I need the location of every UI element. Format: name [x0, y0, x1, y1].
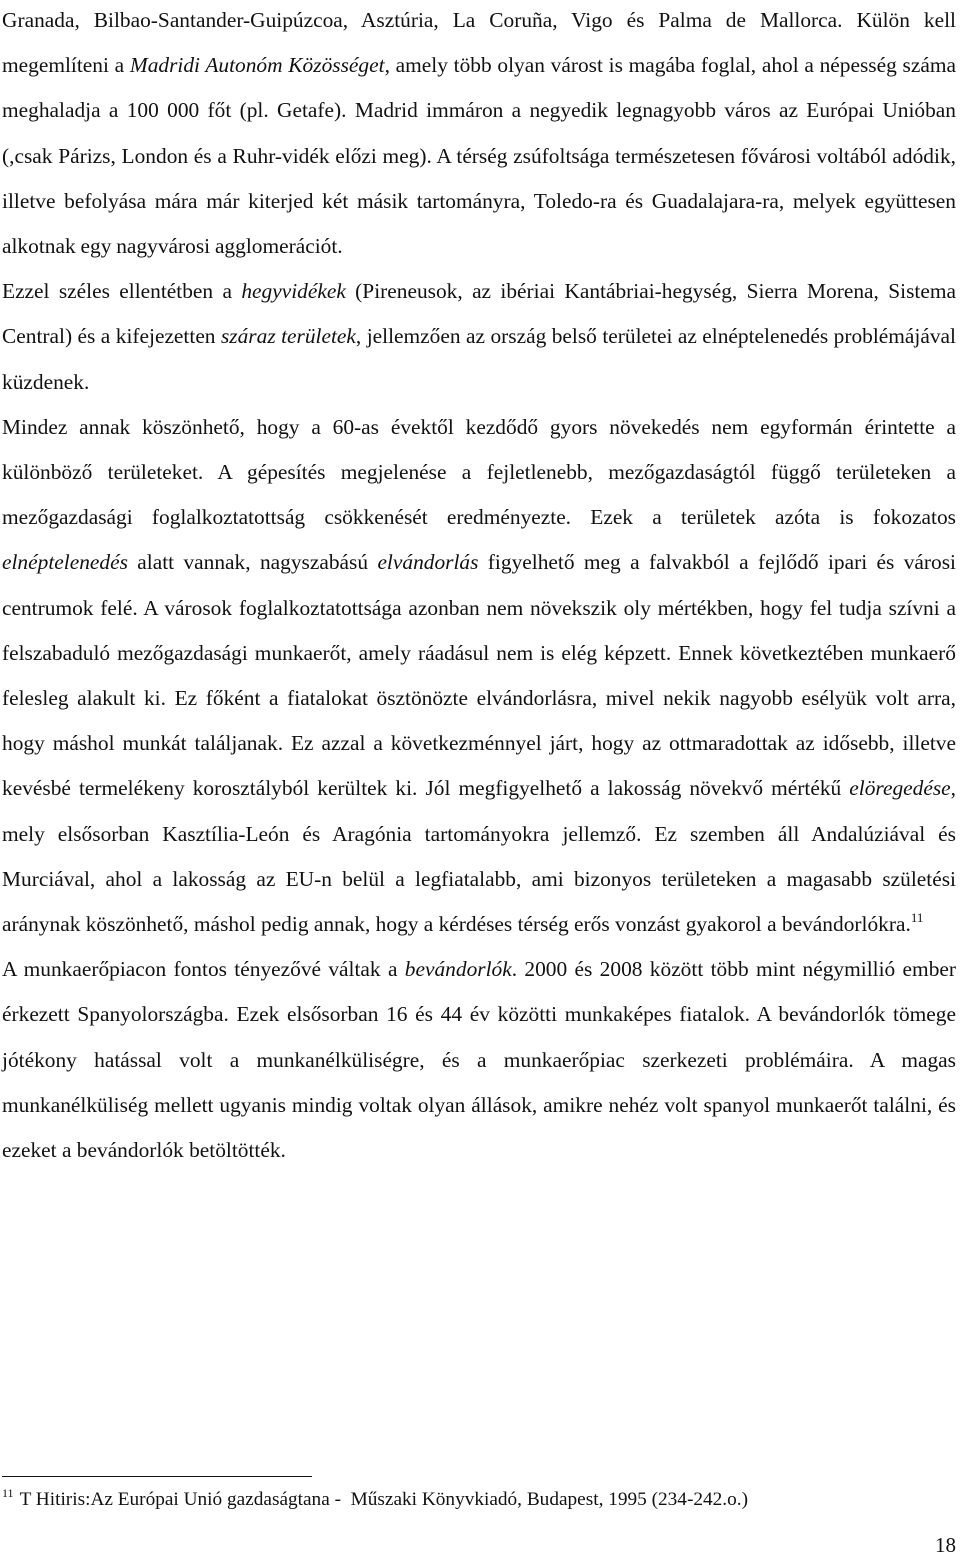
text-run: , amely több olyan várost is magába foglal, ahol a népesség száma meghaladja a 100 000 főt (pl. Getafe). Madrid immáron a negyedik legnagyobb város az Európai Unióban (,csak Párizs, London és a Ruhr-vidék előzi meg). A térség zsúfoltsága természetesen fővárosi voltából adódik, illetve befolyása mára már kiterjed két másik tartományra, Toledo-ra és Guadalajara-ra, melyek együttesen alkotnak egy nagyvárosi agglomerációt.	[2, 53, 956, 259]
footnote-divider	[2, 1476, 312, 1477]
text-run: , mely elsősorban Kasztília-León és Aragónia tartományokra jellemző. Ez szemben áll Andalúziával és Murciával, ahol a lakosság az EU-n belül a legfiatalabb, ami bizonyos területeken a magasabb születési aránynak köszönhető, máshol pedig annak, hogy a kérdéses térség erős vonzást gyakorol a bevándorlókra.	[2, 776, 956, 937]
text-run: figyelhető meg a falvakból a fejlődő ipari és városi centrumok felé. A városok foglalkoztatottsága azonban nem növekszik oly mértékben, hogy fel tudja szívni a felszabaduló mezőgazdasági munkaerőt, amely ráadásul nem is elég képzett. Ennek következtében munkaerő felesleg alakult ki. Ez főként a fiatalokat ösztönözte elvándorlásra, mivel nekik nagyobb esélyük volt arra, hogy máshol munkát találjanak. Ez azzal a következménnyel járt, hogy az ottmaradottak az idősebb, illetve kevésbé termelékeny korosztályból kerültek ki. Jól megfigyelhető a lakosság növekvő mértékű	[2, 550, 956, 801]
italic-term: elnéptelenedés	[2, 550, 128, 575]
text-run: (Pireneusok, az ibériai Kantábriai-hegység, Sierra Morena, Sistema Central) és a kifejezetten	[2, 279, 956, 349]
footnote-text: T Hitiris:Az Európai Unió gazdaságtana - Műszaki Könyvkiadó, Budapest, 1995 (234-242.o.)	[19, 1489, 748, 1510]
footnote	[2, 1486, 942, 1514]
page-number: 18	[935, 1533, 956, 1557]
italic-term: Madridi Autonóm Közösséget	[129, 53, 385, 78]
italic-term: száraz területek	[220, 324, 356, 349]
paragraph	[2, 0, 956, 269]
paragraph	[2, 405, 956, 947]
italic-term: elvándorlás	[377, 550, 479, 575]
text-run: Granada, Bilbao-Santander-Guipúzcoa, Asztúria, La Coruña, Vigo és Palma de Mallorca. Külön kell megemlíteni a	[2, 8, 956, 78]
italic-term: elöregedése	[849, 776, 951, 801]
paragraph	[2, 947, 956, 1173]
document-body	[2, 0, 956, 1173]
text-run: Mindez annak köszönhető, hogy a 60-as évektől kezdődő gyors növekedés nem egyformán érintette a különböző területeket. A gépesítés megjelenése a fejletlenebb, mezőgazdaságtól függő területeken a mezőgazdasági foglalkoztatottság csökkenését eredményezte. Ezek a területek azóta is fokozatos	[2, 414, 956, 530]
text-run: , jellemzően az ország belső területei az elnéptelenedés problémájával küzdenek.	[2, 324, 956, 394]
footnote-number: 11	[2, 1486, 14, 1500]
text-run: . 2000 és 2008 között több mint négymillió ember érkezett Spanyolországba. Ezek elsősorban 16 és 44 év közötti munkaképes fiatalok. A bevándorlók tömege jótékony hatással volt a munkanélküliségre, és a munkaerőpiac szerkezeti problémáira. A magas munkanélküliség mellett ugyanis mindig voltak olyan állások, amikre nehéz volt spanyol munkaerőt találni, és ezeket a bevándorlók betöltötték.	[2, 957, 957, 1163]
italic-term: bevándorlók	[404, 957, 512, 982]
paragraph	[2, 269, 956, 405]
text-run: A munkaerőpiacon fontos tényezővé váltak a	[2, 957, 405, 982]
footnote-reference: 11	[910, 910, 924, 926]
text-run: Ezzel széles ellentétben a	[2, 279, 242, 304]
text-run: alatt vannak, nagyszabású	[127, 550, 378, 575]
italic-term: hegyvidékek	[241, 279, 346, 304]
